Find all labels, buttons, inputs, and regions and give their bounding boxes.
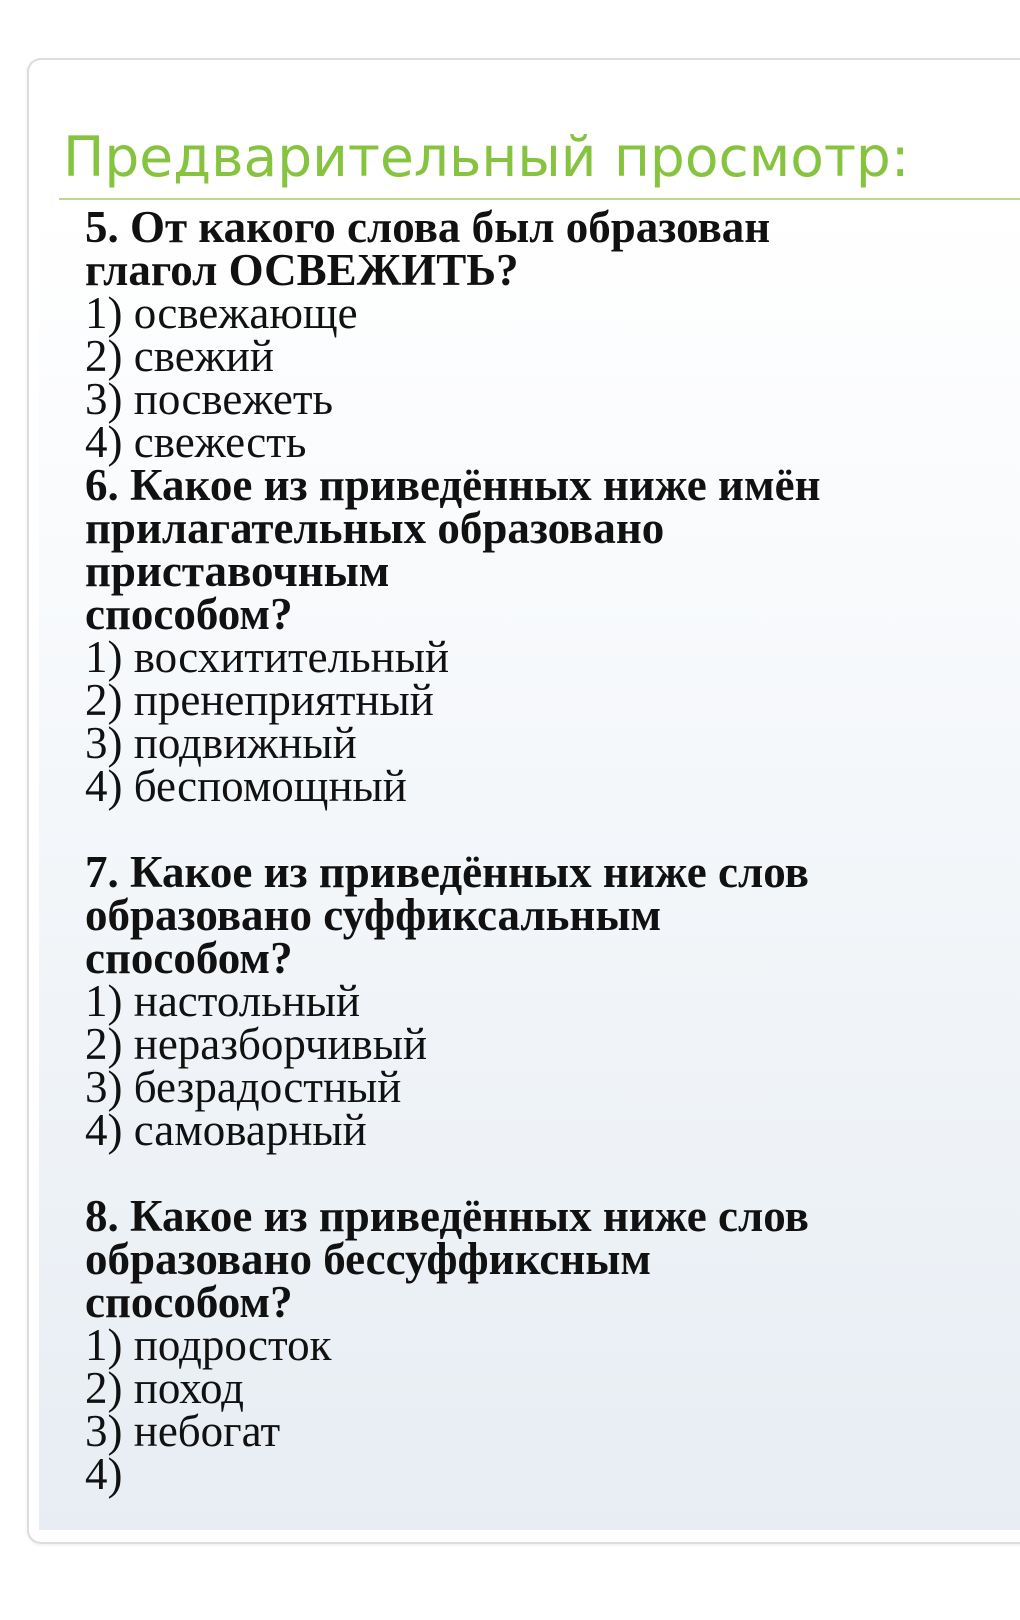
question-title-line: образовано бессуффиксным xyxy=(85,1234,652,1284)
answer-option: 3) небогат xyxy=(85,1406,281,1456)
answer-option: 4) xyxy=(85,1449,123,1499)
document-preview[interactable] xyxy=(39,202,1020,1530)
answer-option: 1) настольный xyxy=(85,976,361,1026)
question-title-line: глагол ОСВЕЖИТЬ? xyxy=(85,245,519,295)
question-title-line: способом? xyxy=(85,933,293,983)
preview-title: Предварительный просмотр: xyxy=(63,125,910,189)
answer-option: 1) восхитительный xyxy=(85,632,450,682)
question-title-line: 5. От какого слова был образован xyxy=(85,202,771,252)
answer-option: 2) неразборчивый xyxy=(85,1019,428,1069)
answer-option: 4) беспомощный xyxy=(85,761,407,811)
question-title-line: 7. Какое из приведённых ниже слов xyxy=(85,847,809,897)
answer-option: 1) освежающе xyxy=(85,288,358,338)
answer-option: 2) пренеприятный xyxy=(85,675,434,725)
question-6 xyxy=(85,460,1005,811)
question-5 xyxy=(85,202,1005,467)
answer-option: 4) свежесть xyxy=(85,417,307,467)
question-title-line: прилагательных образовано xyxy=(85,503,665,553)
question-7 xyxy=(85,847,1005,1155)
question-title-line: 8. Какое из приведённых ниже слов xyxy=(85,1191,809,1241)
blank-line xyxy=(85,808,1005,851)
answer-option: 3) безрадостный xyxy=(85,1062,402,1112)
title-divider xyxy=(59,198,1020,200)
answer-option: 3) посвежеть xyxy=(85,374,334,424)
blank-line xyxy=(85,1152,1005,1195)
answer-option: 4) самоварный xyxy=(85,1105,367,1155)
document-text xyxy=(85,202,1005,1499)
question-title-line: 6. Какое из приведённых ниже имён xyxy=(85,460,821,510)
question-8 xyxy=(85,1191,1005,1499)
preview-card xyxy=(27,58,1020,1544)
question-title-line: способом? xyxy=(85,589,293,639)
answer-option: 2) поход xyxy=(85,1363,245,1413)
question-title-line: образовано суффиксальным xyxy=(85,890,662,940)
answer-option: 2) свежий xyxy=(85,331,274,381)
answer-option: 3) подвижный xyxy=(85,718,357,768)
answer-option: 1) подросток xyxy=(85,1320,332,1370)
question-title-line: приставочным xyxy=(85,546,390,596)
question-title-line: способом? xyxy=(85,1277,293,1327)
